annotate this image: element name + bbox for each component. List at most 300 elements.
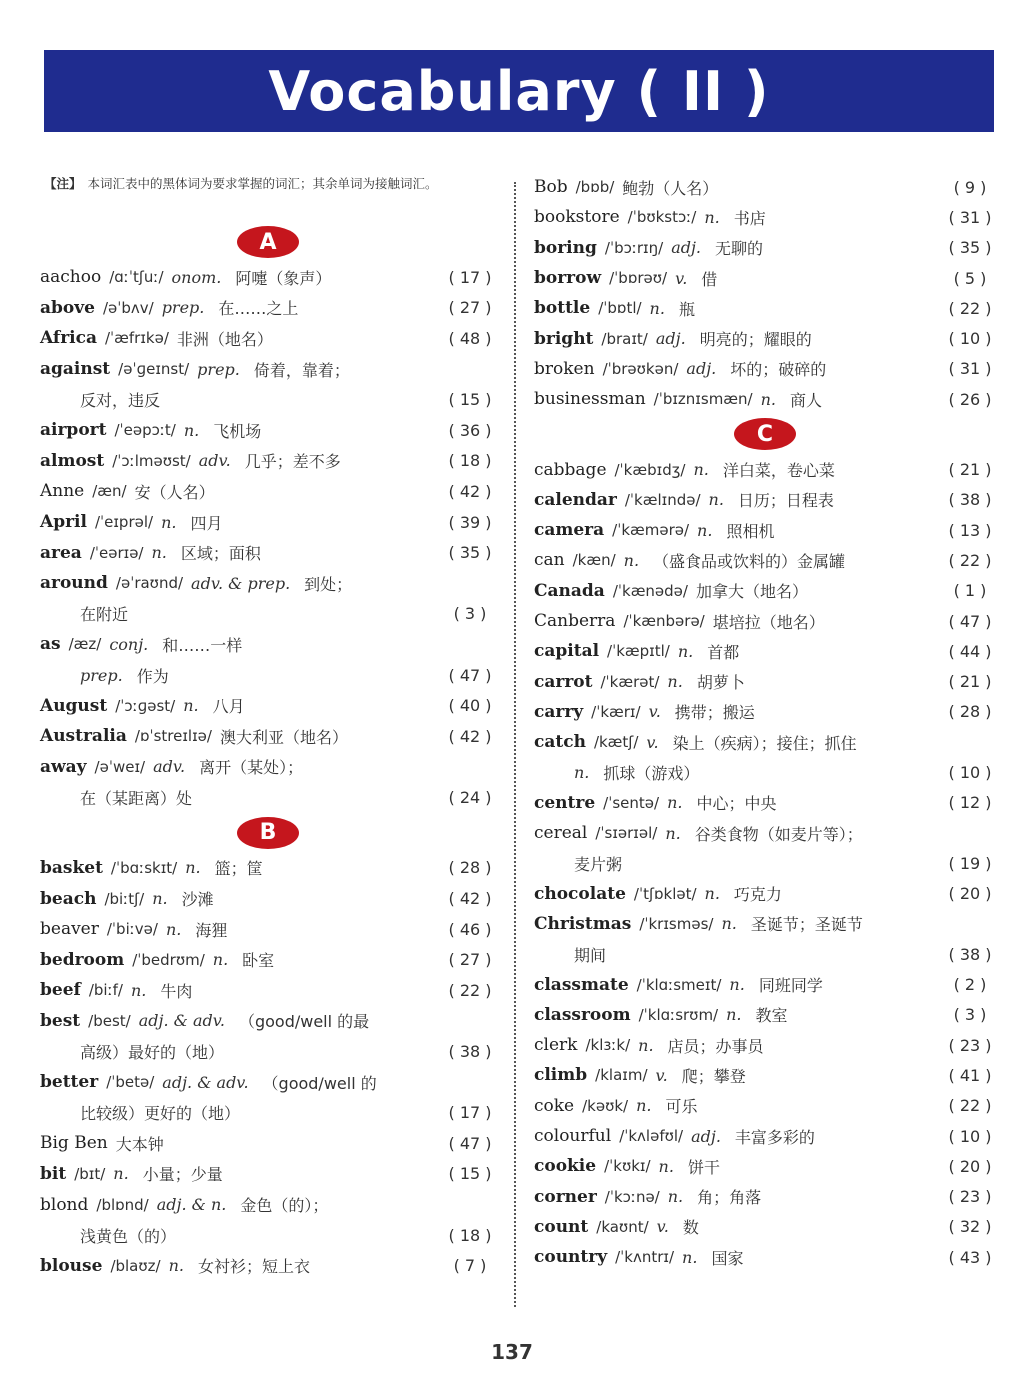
entry-meaning: 飞机场: [213, 421, 262, 441]
entry-phonetic: /bɪt/: [74, 1164, 106, 1183]
entry-phonetic: /biːtʃ/: [104, 889, 145, 908]
vocab-entry: [534, 727, 996, 757]
note-text: 本词汇表中的黑体词为要求掌握的词汇；其余单词为接触词汇。: [87, 176, 438, 191]
entry-unit-ref: ( 42 ): [448, 889, 492, 909]
entry-phonetic: /æn/: [92, 482, 127, 501]
entry-unit-ref: ( 31 ): [948, 207, 992, 227]
entry-unit-ref: ( 40 ): [448, 696, 492, 716]
vocab-entry: [40, 853, 496, 884]
entry-unit-ref: ( 36 ): [448, 420, 492, 440]
entry-part-of-speech: n.: [704, 207, 720, 227]
entry-word: Big Ben: [40, 1133, 108, 1154]
entry-unit-ref: ( 21 ): [948, 460, 992, 480]
vocab-entry: [40, 752, 496, 783]
entry-word: classmate: [534, 974, 629, 995]
entry-word: above: [40, 297, 95, 318]
entry-phonetic: /əˈraʊnd/: [115, 574, 184, 593]
entry-word: boring: [534, 237, 597, 258]
section-letter-badge: B: [237, 817, 299, 849]
entry-meaning: 反对，违反: [80, 391, 161, 411]
entry-meaning: 瓶: [678, 299, 695, 319]
entry-phonetic: /ˈklɑːsrʊm/: [638, 1005, 719, 1024]
entry-unit-ref: ( 5 ): [953, 268, 987, 288]
entry-meaning: 角；角落: [697, 1188, 762, 1208]
entry-part-of-speech: n.: [667, 1187, 684, 1207]
entry-word: bedroom: [40, 949, 125, 970]
entry-meaning: 小量；少量: [142, 1165, 223, 1185]
entry-unit-ref: ( 31 ): [948, 359, 992, 379]
vocab-entry: [534, 323, 996, 353]
right-entry-list: [534, 172, 996, 1272]
entry-phonetic: /ˈkærɪ/: [591, 702, 641, 721]
entry-word: count: [534, 1216, 589, 1237]
entry-meaning: 倚着，靠着；: [253, 360, 350, 380]
entry-phonetic: /ˈeərɪə/: [89, 543, 144, 562]
entry-part-of-speech: adj.: [671, 238, 702, 258]
entry-unit-ref: ( 1 ): [953, 581, 987, 601]
entry-part-of-speech: n.: [658, 1156, 674, 1176]
entry-meaning: 在……之上: [218, 299, 299, 319]
entry-phonetic: /kəʊk/: [582, 1096, 629, 1115]
left-column: [40, 172, 496, 1281]
entry-unit-ref: ( 24 ): [448, 787, 492, 807]
vocab-entry: [40, 537, 496, 568]
entry-meaning: 谷类食物（如麦片等）；: [694, 824, 863, 844]
entry-phonetic: /ˈɔːlməʊst/: [112, 451, 191, 470]
vocab-entry: [534, 879, 996, 909]
entry-meaning: 八月: [212, 697, 245, 717]
vocab-entry: [534, 354, 996, 384]
entry-phonetic: /ˈkrɪsməs/: [639, 914, 714, 933]
entry-part-of-speech: v.: [655, 1065, 668, 1085]
entry-meaning: 首都: [707, 642, 740, 662]
vocab-entry: [40, 323, 496, 354]
entry-word: carrot: [534, 671, 593, 692]
entry-unit-ref: ( 7 ): [453, 1256, 487, 1276]
entry-word: bright: [534, 328, 594, 349]
entry-part-of-speech: n.: [760, 389, 776, 409]
section-letter-badge: C: [734, 418, 796, 450]
entry-part-of-speech: prep.: [80, 665, 123, 685]
entry-phonetic: /ɒˈstreɪlɪə/: [134, 727, 212, 746]
entry-unit-ref: ( 27 ): [448, 298, 492, 318]
entry-part-of-speech: n.: [185, 858, 201, 878]
entry-word: Canada: [534, 580, 605, 601]
entry-phonetic: /ˈɔːɡəst/: [115, 696, 176, 715]
entry-part-of-speech: n.: [665, 823, 681, 843]
vocab-entry-continuation: [40, 1036, 496, 1067]
vocab-entry: [40, 568, 496, 599]
entry-word: almost: [40, 450, 105, 471]
vocab-entry: [40, 293, 496, 324]
entry-part-of-speech: n.: [574, 762, 590, 782]
entry-part-of-speech: adj. & adv.: [162, 1072, 249, 1092]
entry-phonetic: /ˈkærət/: [600, 672, 660, 691]
entry-meaning: （good/well 的最: [238, 1012, 370, 1032]
entry-unit-ref: ( 22 ): [448, 980, 492, 1000]
entry-word: clerk: [534, 1035, 578, 1056]
vocab-entry: [534, 233, 996, 263]
entry-meaning: 无聊的: [715, 239, 764, 259]
entry-unit-ref: ( 18 ): [448, 1225, 492, 1245]
vocab-entry: [534, 1182, 996, 1212]
entry-phonetic: /ˈbʊkstɔː/: [627, 208, 697, 227]
entry-part-of-speech: adv.: [198, 451, 231, 471]
entry-word: aachoo: [40, 267, 102, 288]
entry-word: businessman: [534, 389, 646, 410]
entry-word: Australia: [40, 726, 127, 747]
entry-unit-ref: ( 41 ): [948, 1065, 992, 1085]
entry-part-of-speech: v.: [675, 268, 688, 288]
entry-unit-ref: ( 39 ): [448, 512, 492, 532]
entry-part-of-speech: n.: [721, 914, 737, 934]
entry-meaning: 国家: [711, 1248, 744, 1268]
entry-unit-ref: ( 17 ): [448, 267, 492, 287]
entry-meaning: 篮；筐: [214, 859, 263, 879]
left-entry-list: [40, 222, 496, 1281]
column-divider: [514, 182, 516, 1307]
entry-word: classroom: [534, 1004, 631, 1025]
entry-part-of-speech: n.: [667, 793, 683, 813]
entry-phonetic: /ˈkʌləfʊl/: [619, 1127, 684, 1146]
entry-meaning: 染上（疾病）；接住；抓住: [672, 733, 857, 753]
entry-unit-ref: ( 22 ): [948, 1096, 992, 1116]
entry-meaning: 离开（某处）；: [199, 758, 304, 778]
entry-meaning: 在附近: [80, 605, 129, 625]
vocab-entry: [534, 545, 996, 575]
entry-word: beach: [40, 888, 97, 909]
vocab-entry: [534, 1151, 996, 1181]
entry-meaning: 胡萝卜: [696, 673, 745, 693]
entry-meaning: 麦片粥: [574, 854, 623, 874]
entry-phonetic: /ˈbedrʊm/: [132, 950, 205, 969]
vocab-entry: [40, 1159, 496, 1190]
entry-meaning: （盛食品或饮料的）金属罐: [653, 551, 846, 571]
vocab-entry: [534, 1000, 996, 1030]
entry-meaning: 到处；: [304, 574, 353, 594]
entry-unit-ref: ( 26 ): [948, 389, 992, 409]
vocab-entry: [40, 507, 496, 538]
entry-phonetic: /ˈtʃɒklət/: [633, 884, 697, 903]
section-letter-badge: A: [237, 226, 299, 258]
entry-phonetic: /klaɪm/: [595, 1066, 648, 1085]
entry-unit-ref: ( 47 ): [948, 611, 992, 631]
entry-phonetic: /bɒb/: [575, 178, 615, 197]
entry-meaning: 卧室: [242, 951, 275, 971]
entry-word: Christmas: [534, 913, 632, 934]
vocab-entry: [534, 1060, 996, 1090]
entry-word: can: [534, 550, 565, 571]
entry-unit-ref: ( 48 ): [448, 328, 492, 348]
entry-part-of-speech: v.: [646, 732, 659, 752]
entry-unit-ref: ( 35 ): [948, 238, 992, 258]
entry-part-of-speech: n.: [183, 696, 199, 716]
entry-phonetic: /ˈkɔːnə/: [604, 1187, 660, 1206]
vocab-entry: [40, 944, 496, 975]
entry-word: blond: [40, 1194, 89, 1215]
vocab-entry: [534, 202, 996, 232]
entry-unit-ref: ( 9 ): [953, 177, 987, 197]
entry-part-of-speech: n.: [667, 672, 683, 692]
entry-unit-ref: ( 42 ): [448, 481, 492, 501]
entry-word: cookie: [534, 1156, 597, 1177]
entry-word: area: [40, 542, 82, 563]
entry-word: borrow: [534, 268, 602, 289]
entry-phonetic: /ˈeɪprəl/: [94, 513, 154, 532]
entry-phonetic: /æz/: [68, 635, 102, 654]
entry-word: blouse: [40, 1255, 103, 1276]
entry-word: Bob: [534, 177, 568, 198]
entry-part-of-speech: n.: [677, 641, 694, 661]
entry-part-of-speech: prep.: [197, 359, 240, 379]
entry-part-of-speech: adj.: [691, 1126, 721, 1146]
entry-meaning: 高级）最好的（地）: [80, 1043, 225, 1063]
entry-meaning: 几乎；差不多: [244, 452, 341, 472]
page-title: Vocabulary ( II ): [268, 59, 770, 123]
vocab-entry: [534, 515, 996, 545]
entry-part-of-speech: n.: [704, 884, 720, 904]
section-letter: [40, 813, 496, 853]
entry-word: broken: [534, 358, 595, 379]
entry-unit-ref: ( 38 ): [448, 1042, 492, 1062]
entry-phonetic: /ˈkælɪndə/: [624, 490, 701, 509]
entry-meaning: 照相机: [726, 521, 775, 541]
entry-part-of-speech: n.: [130, 980, 147, 1000]
vocab-entry: [40, 629, 496, 660]
entry-meaning: 店员；办事员: [667, 1036, 764, 1056]
vocab-entry: [40, 690, 496, 721]
entry-unit-ref: ( 28 ): [948, 702, 992, 722]
entry-phonetic: /braɪt/: [601, 329, 648, 348]
entry-word: cereal: [534, 823, 588, 844]
vocab-entry: [534, 1091, 996, 1121]
entry-phonetic: /biːf/: [88, 981, 123, 1000]
entry-word: colourful: [534, 1126, 612, 1147]
entry-phonetic: /əˈbʌv/: [102, 298, 154, 317]
entry-phonetic: /kæn/: [572, 551, 616, 570]
vocab-entry-continuation: [534, 757, 996, 787]
entry-word: carry: [534, 701, 584, 722]
entry-unit-ref: ( 20 ): [948, 884, 992, 904]
entry-word: catch: [534, 732, 586, 753]
entry-word: airport: [40, 420, 107, 441]
entry-meaning: 圣诞节；圣诞节: [750, 915, 863, 935]
entry-part-of-speech: adj.: [686, 359, 717, 379]
entry-meaning: 沙滩: [181, 890, 214, 910]
entry-meaning: 在（某距离）处: [80, 788, 193, 808]
vocab-entry: [40, 1250, 496, 1281]
vocab-entry: [40, 1128, 496, 1159]
entry-meaning: 安（人名）: [134, 482, 215, 502]
entry-word: climb: [534, 1065, 588, 1086]
entry-unit-ref: ( 23 ): [948, 1187, 992, 1207]
entry-meaning: 抓球（游戏）: [603, 763, 700, 783]
entry-meaning: 作为: [136, 666, 169, 686]
vocab-entry: [534, 384, 996, 414]
entry-word: Africa: [40, 328, 97, 349]
entry-unit-ref: ( 10 ): [948, 762, 992, 782]
entry-part-of-speech: n.: [161, 512, 177, 532]
entry-unit-ref: ( 28 ): [448, 858, 492, 878]
entry-word: Anne: [40, 481, 85, 502]
entry-word: against: [40, 359, 111, 380]
entry-part-of-speech: n.: [726, 1005, 742, 1025]
entry-phonetic: /əˈweɪ/: [94, 757, 146, 776]
entry-word: around: [40, 573, 108, 594]
entry-word: better: [40, 1072, 99, 1093]
entry-unit-ref: ( 19 ): [948, 853, 992, 873]
entry-phonetic: /best/: [88, 1011, 131, 1030]
entry-part-of-speech: adj. & adv.: [138, 1011, 225, 1031]
entry-word: camera: [534, 520, 605, 541]
entry-part-of-speech: n.: [697, 520, 713, 540]
vocab-entry: [40, 721, 496, 752]
entry-phonetic: /ˈbɒrəʊ/: [609, 269, 668, 288]
entry-meaning: （good/well 的: [262, 1073, 377, 1093]
entry-phonetic: /kaʊnt/: [596, 1217, 649, 1236]
entry-meaning: 书店: [733, 208, 766, 228]
entry-word: bottle: [534, 298, 591, 319]
entry-meaning: 浅黄色（的）: [80, 1226, 177, 1246]
vocab-entry-continuation: [534, 848, 996, 878]
vocab-entry: [534, 1212, 996, 1242]
entry-part-of-speech: n.: [729, 975, 745, 995]
entry-part-of-speech: adj. & n.: [156, 1195, 227, 1215]
entry-phonetic: /ˈkæbɪdʒ/: [614, 460, 686, 479]
vocab-entry-continuation: [40, 1097, 496, 1128]
entry-part-of-speech: n.: [682, 1247, 698, 1267]
entry-unit-ref: ( 32 ): [948, 1217, 992, 1237]
entry-phonetic: /ˈbɒtl/: [598, 299, 642, 318]
vocab-entry: [534, 576, 996, 606]
entry-unit-ref: ( 20 ): [948, 1156, 992, 1176]
entry-phonetic: /ˈsɪərɪəl/: [595, 824, 658, 843]
entry-word: bookstore: [534, 207, 620, 228]
entry-phonetic: /ˈsentə/: [603, 793, 660, 812]
entry-phonetic: /blaʊz/: [110, 1256, 161, 1275]
entry-phonetic: /ˈklɑːsmeɪt/: [636, 975, 722, 994]
entry-meaning: 期间: [574, 945, 607, 965]
right-column: [534, 172, 996, 1272]
entry-part-of-speech: adv. & prep.: [191, 573, 291, 593]
entry-meaning: 区域；面积: [180, 544, 261, 564]
section-letter: [534, 414, 996, 454]
entry-unit-ref: ( 27 ): [448, 950, 492, 970]
entry-meaning: 商人: [790, 390, 823, 410]
entry-unit-ref: ( 38 ): [948, 944, 992, 964]
entry-word: calendar: [534, 489, 617, 510]
entry-phonetic: /ˈkæmərə/: [612, 521, 690, 540]
entry-part-of-speech: n.: [636, 1096, 652, 1116]
entry-meaning: 借: [701, 269, 718, 289]
entry-part-of-speech: onom.: [171, 267, 222, 287]
page-number: 137: [491, 1340, 533, 1364]
vocab-entry: [40, 446, 496, 477]
note-tag: 【注】: [44, 176, 82, 191]
entry-phonetic: /ˈbɪznɪsmæn/: [653, 390, 753, 409]
entry-part-of-speech: n.: [693, 460, 709, 480]
entry-meaning: 加拿大（地名）: [695, 582, 808, 602]
vocab-entry: [534, 909, 996, 939]
vocab-entry: [40, 415, 496, 446]
entry-meaning: 中心；中央: [696, 794, 777, 814]
vocab-entry: [534, 293, 996, 323]
vocab-entry: [534, 666, 996, 696]
entry-word: as: [40, 634, 61, 655]
entry-unit-ref: ( 13 ): [948, 520, 992, 540]
entry-meaning: 和……一样: [162, 635, 243, 655]
entry-part-of-speech: n.: [708, 490, 724, 510]
vocab-entry: [40, 354, 496, 385]
entry-phonetic: /ɑːˈtʃuː/: [109, 268, 164, 287]
entry-unit-ref: ( 2 ): [953, 975, 987, 995]
vocab-entry-continuation: [40, 384, 496, 415]
entry-unit-ref: ( 21 ): [948, 672, 992, 692]
entry-meaning: 比较级）更好的（地）: [80, 1104, 241, 1124]
entry-phonetic: /ˈbɔːrɪŋ/: [604, 238, 664, 257]
entry-phonetic: /ˈbiːvə/: [106, 920, 158, 939]
vocab-entry: [40, 975, 496, 1006]
entry-unit-ref: ( 35 ): [448, 543, 492, 563]
entry-unit-ref: ( 15 ): [448, 1164, 492, 1184]
entry-meaning: 数: [682, 1218, 699, 1238]
vocab-entry: [534, 697, 996, 727]
vocab-entry-continuation: [40, 660, 496, 691]
vocab-entry: [40, 476, 496, 507]
entry-meaning: 丰富多彩的: [734, 1127, 815, 1147]
vocab-entry: [534, 636, 996, 666]
entry-phonetic: /əˈɡeɪnst/: [118, 360, 190, 379]
entry-phonetic: /blɒnd/: [96, 1195, 149, 1214]
entry-meaning: 金色（的）；: [240, 1196, 329, 1216]
entry-unit-ref: ( 15 ): [448, 390, 492, 410]
entry-part-of-speech: n.: [151, 543, 167, 563]
entry-phonetic: /ˈbɑːskɪt/: [110, 858, 178, 877]
vocab-entry: [534, 263, 996, 293]
entry-word: bit: [40, 1163, 67, 1184]
entry-part-of-speech: n.: [113, 1164, 129, 1184]
vocab-entry-continuation: [534, 939, 996, 969]
vocab-entry: [534, 788, 996, 818]
entry-unit-ref: ( 47 ): [448, 1133, 492, 1153]
entry-unit-ref: ( 42 ): [448, 726, 492, 746]
entry-unit-ref: ( 46 ): [448, 919, 492, 939]
entry-meaning: 洋白菜，卷心菜: [722, 461, 835, 481]
entry-part-of-speech: v.: [656, 1217, 669, 1237]
vocab-entry: [40, 262, 496, 293]
entry-unit-ref: ( 23 ): [948, 1035, 992, 1055]
vocab-entry-continuation: [40, 782, 496, 813]
entry-meaning: 四月: [190, 513, 223, 533]
entry-meaning: 同班同学: [758, 976, 823, 996]
entry-unit-ref: ( 44 ): [948, 641, 992, 661]
entry-meaning: 澳大利亚（地名）: [219, 727, 348, 747]
title-banner: [44, 50, 994, 132]
entry-unit-ref: ( 3 ): [953, 1005, 987, 1025]
entry-phonetic: /ˈbetə/: [106, 1073, 155, 1092]
entry-part-of-speech: n.: [649, 298, 665, 318]
note: [40, 172, 496, 222]
entry-word: beaver: [40, 919, 99, 940]
entry-unit-ref: ( 38 ): [948, 490, 992, 510]
entry-meaning: 阿嚏（象声）: [235, 268, 332, 288]
entry-unit-ref: ( 12 ): [948, 793, 992, 813]
entry-meaning: 大本钟: [115, 1134, 164, 1154]
entry-word: beef: [40, 980, 81, 1001]
entry-phonetic: /ˈkæpɪtl/: [607, 642, 670, 661]
entry-phonetic: /ˈkænədə/: [612, 581, 688, 600]
entry-phonetic: /kætʃ/: [593, 733, 639, 752]
